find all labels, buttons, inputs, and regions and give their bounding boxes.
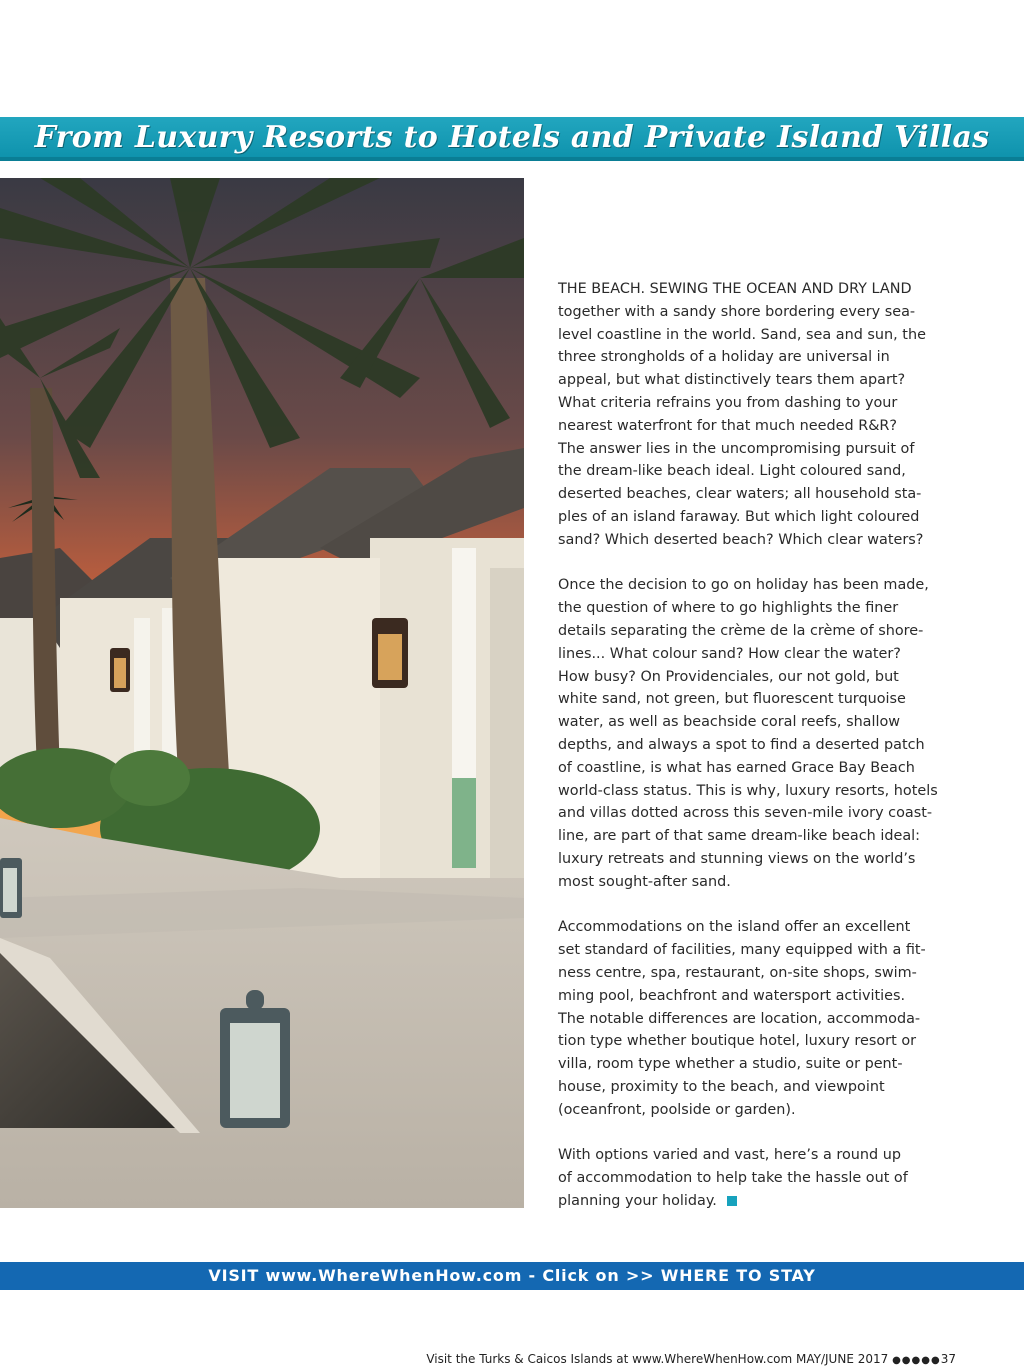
page-footer	[426, 1352, 956, 1366]
article-paragraph-3: Accommodations on the island offer an excellent set standard of facilities, many equipped with a fit- ness centre, spa, restaurant, on-site shops, swim- ming pool, beachfront and watersport activities. The notable differences are location, accommoda- tion type whether boutique hotel, luxury resort or villa, room type whether a studio, suite or pent- house, proximity to the beach, and viewpoint (oceanfront, poolside or garden).	[558, 919, 926, 1118]
article-paragraph-2: Once the decision to go on holiday has been made, the question of where to go highlights the finer details separating the crème de la crème of shore- lines... What colour sand? How clear the water? How busy? On Providenciales, our not gold, but white sand, not green, but fluorescent turquoise water, as well as beachside coral reefs, shallow depths, and always a spot to find a deserted patch of coastline, is what has earned Grace Bay Beach world-class status. This is why, luxury resorts, hotels and villas dotted across this seven-mile ivory coast- line, are part of that same dream-like beach ideal: luxury retreats and stunning views on the world’s most sought-after sand.	[558, 577, 938, 890]
title-band	[0, 117, 1024, 161]
page-title: From Luxury Resorts to Hotels and Private Island Villas	[34, 120, 990, 155]
page-number: 37	[940, 1352, 956, 1366]
footer-text: Visit the Turks & Caicos Islands at www.WhereWhenHow.com MAY/JUNE 2017	[426, 1352, 889, 1366]
visit-website-banner[interactable]: VISIT www.WhereWhenHow.com - Click on >> WHERE TO STAY	[0, 1262, 1024, 1290]
article-paragraph-4-wrap	[558, 1144, 948, 1212]
footer-dots-icon: ●●●●●	[892, 1355, 941, 1366]
end-of-article-square-icon	[727, 1196, 737, 1206]
resort-photo	[0, 178, 524, 1208]
article-body	[558, 278, 948, 1235]
article-paragraph-4: With options varied and vast, here’s a round up of accommodation to help take the hassle out of planning your holiday.	[558, 1147, 908, 1209]
resort-villa-photo-icon	[0, 178, 524, 1208]
article-paragraph-1: THE BEACH. SEWING THE OCEAN AND DRY LAND together with a sandy shore bordering every sea- level coastline in the world. Sand, sea and sun, the three strongholds of a holiday are universal in appeal, but what distinctively tears them apart? What criteria refrains you from dashing to your nearest waterfront for that much needed R&R? The answer lies in the uncompromising pursuit of the dream-like beach ideal. Light coloured sand, deserted beaches, clear waters; all household sta- ples of an island faraway. But which light coloured sand? Which deserted beach? Which clear waters?	[558, 281, 926, 548]
